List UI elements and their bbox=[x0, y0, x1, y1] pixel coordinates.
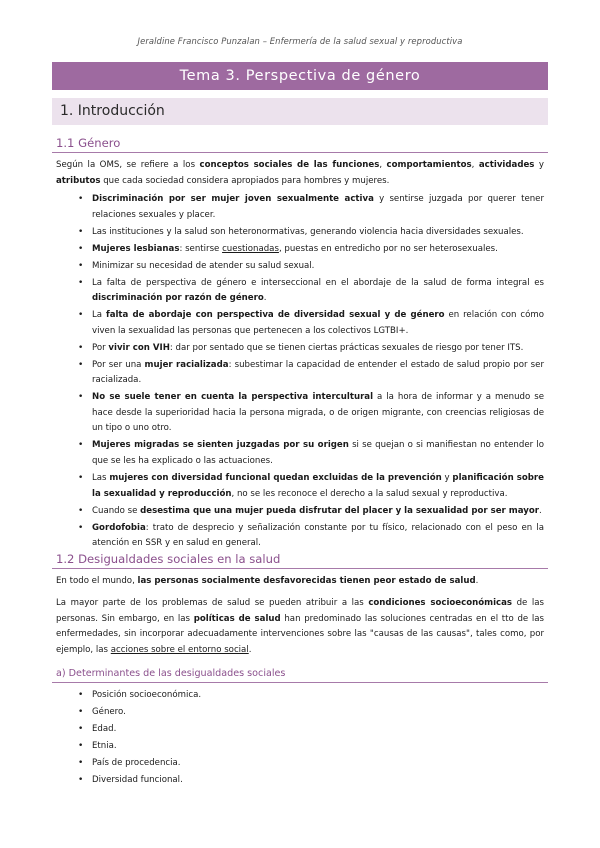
bullet-icon: • bbox=[78, 260, 84, 271]
desigualdades-paragraph-2-run-6: . bbox=[248, 644, 252, 655]
list-item-6-run-2: : dar por sentado que se tienen ciertas prácticas sexuales de riesgo por tener ITS. bbox=[169, 342, 524, 353]
bullet-icon: • bbox=[78, 757, 84, 768]
list-item bbox=[56, 192, 544, 223]
genero-definition-run-0: Según la OMS, se refiere a los bbox=[56, 160, 200, 170]
desigualdades-paragraph-1-run-1: las personas socialmente desfavorecidas tienen peor estado de salud bbox=[137, 576, 476, 586]
bullet-icon: • bbox=[78, 740, 84, 751]
list-item-0-run-0: Discriminación por ser mujer joven sexualmente activa bbox=[92, 194, 374, 204]
list-item bbox=[56, 756, 544, 772]
list-item bbox=[56, 242, 544, 258]
list-item-label: Género. bbox=[92, 706, 126, 717]
bullet-icon: • bbox=[78, 440, 84, 451]
list-item bbox=[56, 504, 544, 520]
list-item bbox=[56, 521, 544, 552]
bullet-icon: • bbox=[78, 277, 84, 288]
list-item bbox=[56, 739, 544, 755]
determinantes-list bbox=[56, 688, 544, 790]
list-item-2-run-3: , puestas en entredicho por no ser heterosexuales. bbox=[278, 243, 498, 254]
list-item bbox=[56, 722, 544, 738]
list-item-4-run-0: La falta de perspectiva de género e interseccional en el abordaje de la salud de forma integral es bbox=[92, 277, 544, 288]
list-item-label: País de procedencia. bbox=[92, 757, 181, 768]
list-item-11-run-0: Cuando se bbox=[92, 505, 141, 516]
genero-definition-run-3: comportamientos bbox=[386, 160, 472, 170]
list-item bbox=[56, 259, 544, 275]
list-item-11-run-1: desestima que una mujer pueda disfrutar del placer y la sexualidad por ser mayor bbox=[140, 505, 540, 516]
desigualdades-paragraph-2-run-2: de las personas. Sin embargo, en las bbox=[56, 598, 545, 624]
list-item-10-run-1: mujeres con diversidad funcional quedan excluidas de la prevención bbox=[109, 473, 442, 483]
list-item-10-run-2: y bbox=[441, 473, 453, 483]
list-item-2-run-0: Mujeres lesbianas bbox=[92, 243, 180, 254]
list-item-10-run-4: , no se les reconoce el derecho a la salud sexual y reproductiva. bbox=[231, 488, 508, 499]
list-item-label: Edad. bbox=[92, 723, 117, 734]
list-item-label: Etnia. bbox=[92, 740, 117, 751]
bullet-icon: • bbox=[78, 473, 84, 483]
bullet-icon: • bbox=[78, 505, 84, 516]
section-heading-introduccion: 1. Introducción bbox=[52, 98, 548, 125]
bullet-icon: • bbox=[78, 392, 84, 403]
document-title: Tema 3. Perspectiva de género bbox=[52, 62, 548, 90]
list-item bbox=[56, 471, 544, 502]
list-item-12-run-0: Gordofobia bbox=[92, 522, 146, 533]
list-item-10-run-3: planificación sobre la sexualidad y reproducción bbox=[92, 473, 544, 499]
list-item-2-run-2: cuestionadas bbox=[222, 243, 279, 254]
list-item bbox=[56, 705, 544, 721]
list-item-label: Posición socioeconómica. bbox=[92, 690, 202, 700]
bullet-icon: • bbox=[78, 522, 84, 533]
list-item bbox=[56, 773, 544, 789]
page-header: Jeraldine Francisco Punzalan – Enfermería de la salud sexual y reproductiva bbox=[137, 36, 463, 46]
genero-definition-run-2: , bbox=[379, 160, 387, 170]
list-item-12-run-1: : trato de desprecio y señalización constante por tu físico, relacionado con el peso en la atención en SSR y en salud en general. bbox=[92, 522, 544, 549]
desigualdades-paragraph-2-run-5: acciones sobre el entorno social bbox=[110, 644, 249, 655]
bullet-icon: • bbox=[78, 243, 84, 254]
list-item bbox=[56, 688, 544, 704]
bullet-icon: • bbox=[78, 310, 84, 321]
list-item-3-run-0: Minimizar su necesidad de atender su salud sexual. bbox=[92, 260, 315, 271]
list-item bbox=[56, 341, 544, 357]
genero-definition bbox=[56, 158, 544, 189]
genero-discrimination-list bbox=[56, 192, 544, 553]
list-item-6-run-0: Por bbox=[92, 342, 109, 353]
genero-definition-run-5: actividades bbox=[478, 160, 535, 170]
list-item bbox=[56, 225, 544, 241]
list-item bbox=[56, 276, 544, 307]
desigualdades-paragraph-1-run-0: En todo el mundo, bbox=[56, 576, 138, 586]
list-item bbox=[56, 308, 544, 339]
genero-definition-run-4: , bbox=[471, 160, 479, 170]
desigualdades-paragraph-2 bbox=[56, 596, 544, 658]
bullet-icon: • bbox=[78, 342, 84, 353]
bullet-icon: • bbox=[78, 690, 84, 700]
list-item-0-run-1: y sentirse juzgada por querer tener relaciones sexuales y placer. bbox=[92, 194, 544, 220]
list-item-11-run-2: . bbox=[539, 505, 542, 516]
list-item-7-run-2: : subestimar la capacidad de entender el estado de salud propio por ser racializada. bbox=[92, 359, 544, 386]
subsection-heading-desigualdades: 1.2 Desigualdades sociales en la salud bbox=[52, 550, 548, 569]
list-item-7-run-1: mujer racializada bbox=[144, 359, 229, 370]
list-item bbox=[56, 358, 544, 389]
list-item-4-run-2: . bbox=[263, 293, 267, 304]
desigualdades-paragraph-1 bbox=[56, 574, 544, 590]
list-item-6-run-1: vivir con VIH bbox=[108, 342, 170, 353]
list-item bbox=[56, 390, 544, 437]
list-item-7-run-0: Por ser una bbox=[92, 359, 145, 370]
list-item-9-run-1: si se quejan o si manifiestan no entender lo que se les ha explicado o las actuaciones. bbox=[92, 440, 544, 467]
list-item-10-run-0: Las bbox=[92, 473, 110, 483]
desigualdades-paragraph-2-run-1: condiciones socioeconómicas bbox=[368, 598, 513, 608]
bullet-icon: • bbox=[78, 359, 84, 370]
bullet-icon: • bbox=[78, 226, 84, 237]
list-item-8-run-1: a la hora de informar y a menudo se hace desde la superioridad hacia la persona migrada, o de origen migrante, con creencias religiosas de un tipo o uno otro. bbox=[92, 392, 544, 434]
list-item-9-run-0: Mujeres migradas se sienten juzgadas por su origen bbox=[92, 440, 349, 451]
bullet-icon: • bbox=[78, 774, 84, 785]
list-item-label: Diversidad funcional. bbox=[92, 774, 183, 785]
desigualdades-paragraph-1-run-2: . bbox=[475, 576, 479, 586]
desigualdades-paragraph-2-run-0: La mayor parte de los problemas de salud se pueden atribuir a las bbox=[56, 598, 369, 608]
list-item-5-run-0: La bbox=[92, 310, 106, 321]
list-item-1-run-0: Las instituciones y la salud son heteronormativas, generando violencia hacia diversidades sexuales. bbox=[92, 226, 524, 237]
desigualdades-paragraph-2-run-3: políticas de salud bbox=[193, 613, 281, 624]
bullet-icon: • bbox=[78, 706, 84, 717]
list-item-4-run-1: discriminación por razón de género bbox=[92, 293, 264, 304]
genero-definition-run-1: conceptos sociales de las funciones bbox=[199, 160, 380, 170]
subsection-heading-determinantes: a) Determinantes de las desigualdades sociales bbox=[52, 666, 548, 683]
subsection-heading-genero: 1.1 Género bbox=[52, 134, 548, 153]
desigualdades-paragraph-2-run-4: han predominado las soluciones centradas en el tto de las enfermedades, sin incorporar adecuadamente intervenciones sobre las "causas de las causas", tales como, por ejemplo, las bbox=[56, 613, 544, 655]
list-item-2-run-1: : sentirse bbox=[179, 243, 223, 254]
list-item bbox=[56, 438, 544, 469]
genero-definition-run-8: que cada sociedad considera apropiados para hombres y mujeres. bbox=[100, 175, 390, 186]
genero-definition-run-7: atributos bbox=[56, 175, 101, 186]
list-item-5-run-1: falta de abordaje con perspectiva de diversidad sexual y de género bbox=[105, 310, 445, 321]
list-item-8-run-0: No se suele tener en cuenta la perspectiva intercultural bbox=[92, 392, 374, 403]
list-item-5-run-2: en relación con cómo viven la sexualidad las personas que pertenecen a los colectivos LGTBI+. bbox=[92, 310, 544, 336]
bullet-icon: • bbox=[78, 723, 84, 734]
genero-definition-run-6: y bbox=[534, 160, 544, 170]
bullet-icon: • bbox=[78, 194, 84, 204]
